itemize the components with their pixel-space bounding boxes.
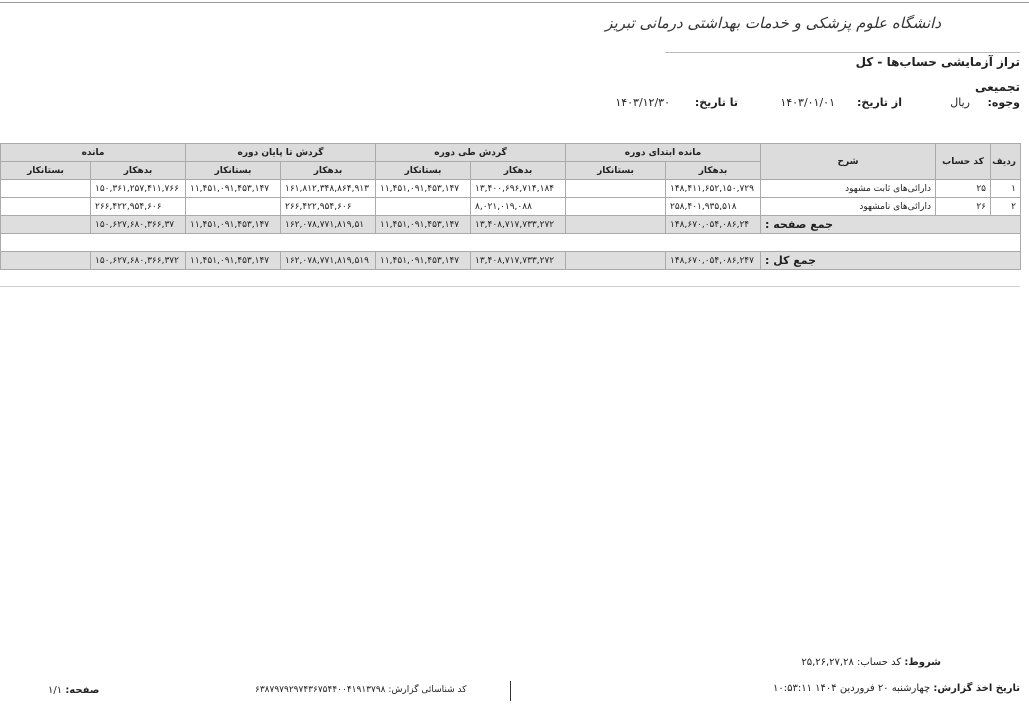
page-total-turnover-debit: ۱۳,۴۰۸,۷۱۷,۷۳۳,۲۷۲	[471, 216, 566, 234]
content-bottom-rule	[0, 286, 1020, 287]
grand-total-balance-debit: ۱۵۰,۶۲۷,۶۸۰,۳۶۶,۳۷۲	[91, 252, 186, 270]
turnover-credit-header: بستانکار	[376, 162, 471, 180]
col-turnover-header: گردش طی دوره	[376, 144, 566, 162]
page-total-balance-credit	[1, 216, 91, 234]
footer-divider	[510, 681, 511, 701]
conditions	[801, 657, 941, 668]
page-number	[48, 685, 99, 696]
col-row-header: ردیف	[991, 144, 1021, 180]
aggregation-label: تجمیعی	[974, 80, 1020, 94]
col-desc-header: شرح	[761, 144, 936, 180]
grand-total-end-debit: ۱۶۲,۰۷۸,۷۷۱,۸۱۹,۵۱۹	[281, 252, 376, 270]
page-total-end-credit: ۱۱,۴۵۱,۰۹۱,۴۵۳,۱۴۷	[186, 216, 281, 234]
row-number: ۱	[991, 180, 1021, 198]
turnover-debit-header: بدهکار	[471, 162, 566, 180]
conditions-label: شروط:	[904, 657, 941, 668]
opening-debit: ۱۴۸,۴۱۱,۶۵۲,۱۵۰,۷۲۹	[666, 180, 761, 198]
end-debit: ۲۶۶,۴۲۲,۹۵۴,۶۰۶	[281, 198, 376, 216]
turnover-debit: ۱۳,۴۰۰,۶۹۶,۷۱۴,۱۸۴	[471, 180, 566, 198]
grand-total-label: جمع کل :	[761, 252, 1021, 270]
end-credit: ۱۱,۴۵۱,۰۹۱,۴۵۳,۱۴۷	[186, 180, 281, 198]
opening-credit	[566, 180, 666, 198]
turnover-credit: ۱۱,۴۵۱,۰۹۱,۴۵۳,۱۴۷	[376, 180, 471, 198]
report-id-value: ۶۳۸۷۹۷۹۲۹۷۴۳۶۷۵۴۴۰۰۴۱۹۱۳۷۹۸	[255, 685, 386, 695]
balance-credit-header: بستانکار	[1, 162, 91, 180]
to-date-value: ۱۴۰۳/۱۲/۳۰	[615, 96, 670, 109]
report-date-value: چهارشنبه ۲۰ فروردین ۱۴۰۴ ۱۰:۵۳:۱۱	[773, 683, 931, 694]
account-desc: دارائی‌های ثابت مشهود	[761, 180, 936, 198]
table-row	[1, 180, 1021, 198]
account-code: ۲۵	[936, 180, 991, 198]
balance-debit-header: بدهکار	[91, 162, 186, 180]
report-parameters	[460, 96, 1020, 114]
grand-total-opening-credit	[566, 252, 666, 270]
page-total-opening-credit	[566, 216, 666, 234]
row-number: ۲	[991, 198, 1021, 216]
turnover-credit	[376, 198, 471, 216]
page-label: صفحه:	[65, 685, 100, 696]
page-total-balance-debit: ۱۵۰,۶۲۷,۶۸۰,۳۶۶,۳۷	[91, 216, 186, 234]
grand-total-turnover-debit: ۱۳,۴۰۸,۷۱۷,۷۳۳,۲۷۲	[471, 252, 566, 270]
turnover-debit: ۸,۰۲۱,۰۱۹,۰۸۸	[471, 198, 566, 216]
account-desc: دارائی‌های نامشهود	[761, 198, 936, 216]
report-id-label: کد شناسائی گزارش:	[388, 685, 467, 695]
grand-total-row	[1, 252, 1021, 270]
opening-credit-header: بستانکار	[566, 162, 666, 180]
from-date-label: از تاریخ:	[857, 96, 902, 109]
page-total-turnover-credit: ۱۱,۴۵۱,۰۹۱,۴۵۳,۱۴۷	[376, 216, 471, 234]
end-debit: ۱۶۱,۸۱۲,۳۴۸,۸۶۴,۹۱۳	[281, 180, 376, 198]
grand-total-balance-credit	[1, 252, 91, 270]
report-date-label: تاریخ اخذ گزارش:	[933, 683, 1020, 694]
end-credit	[186, 198, 281, 216]
balance-credit	[1, 198, 91, 216]
col-opening-header: مانده ابتدای دوره	[566, 144, 761, 162]
page-total-opening-debit: ۱۴۸,۶۷۰,۰۵۴,۰۸۶,۲۴	[666, 216, 761, 234]
trial-balance-table	[0, 143, 1021, 270]
table-row	[1, 198, 1021, 216]
col-end-turnover-header: گردش تا پایان دوره	[186, 144, 376, 162]
page-value: ۱/۱	[48, 685, 63, 696]
university-name: دانشگاه علوم پزشکی و خدمات بهداشتی درمانی تبریز	[605, 14, 941, 32]
top-rule	[0, 2, 1029, 3]
account-code: ۲۶	[936, 198, 991, 216]
balance-debit: ۲۶۶,۴۲۲,۹۵۴,۶۰۶	[91, 198, 186, 216]
report-id	[255, 685, 467, 695]
page-total-end-debit: ۱۶۲,۰۷۸,۷۷۱,۸۱۹,۵۱	[281, 216, 376, 234]
balance-credit	[1, 180, 91, 198]
header-row-1	[1, 144, 1021, 162]
report-date	[773, 683, 1020, 694]
to-date-label: تا تاریخ:	[694, 96, 738, 109]
col-balance-header: مانده	[1, 144, 186, 162]
grand-total-end-credit: ۱۱,۴۵۱,۰۹۱,۴۵۳,۱۴۷	[186, 252, 281, 270]
spacer-row	[1, 234, 1021, 252]
currency-label: وجوه:	[987, 96, 1020, 109]
opening-debit-header: بدهکار	[666, 162, 761, 180]
report-title: تراز آزمایشی حساب‌ها - کل	[855, 55, 1020, 69]
opening-credit	[566, 198, 666, 216]
grand-total-opening-debit: ۱۴۸,۶۷۰,۰۵۴,۰۸۶,۲۴۷	[666, 252, 761, 270]
title-rule	[665, 52, 1020, 53]
end-debit-header: بدهکار	[281, 162, 376, 180]
from-date-value: ۱۴۰۳/۰۱/۰۱	[780, 96, 835, 109]
opening-debit: ۲۵۸,۴۰۱,۹۳۵,۵۱۸	[666, 198, 761, 216]
balance-debit: ۱۵۰,۳۶۱,۲۵۷,۴۱۱,۷۶۶	[91, 180, 186, 198]
currency-value: ریال	[950, 96, 970, 109]
grand-total-turnover-credit: ۱۱,۴۵۱,۰۹۱,۴۵۳,۱۴۷	[376, 252, 471, 270]
page-total-label: جمع صفحه :	[761, 216, 1021, 234]
page-total-row	[1, 216, 1021, 234]
col-code-header: کد حساب	[936, 144, 991, 180]
conditions-text: کد حساب: ۲۵,۲۶,۲۷,۲۸	[801, 657, 902, 668]
end-credit-header: بستانکار	[186, 162, 281, 180]
